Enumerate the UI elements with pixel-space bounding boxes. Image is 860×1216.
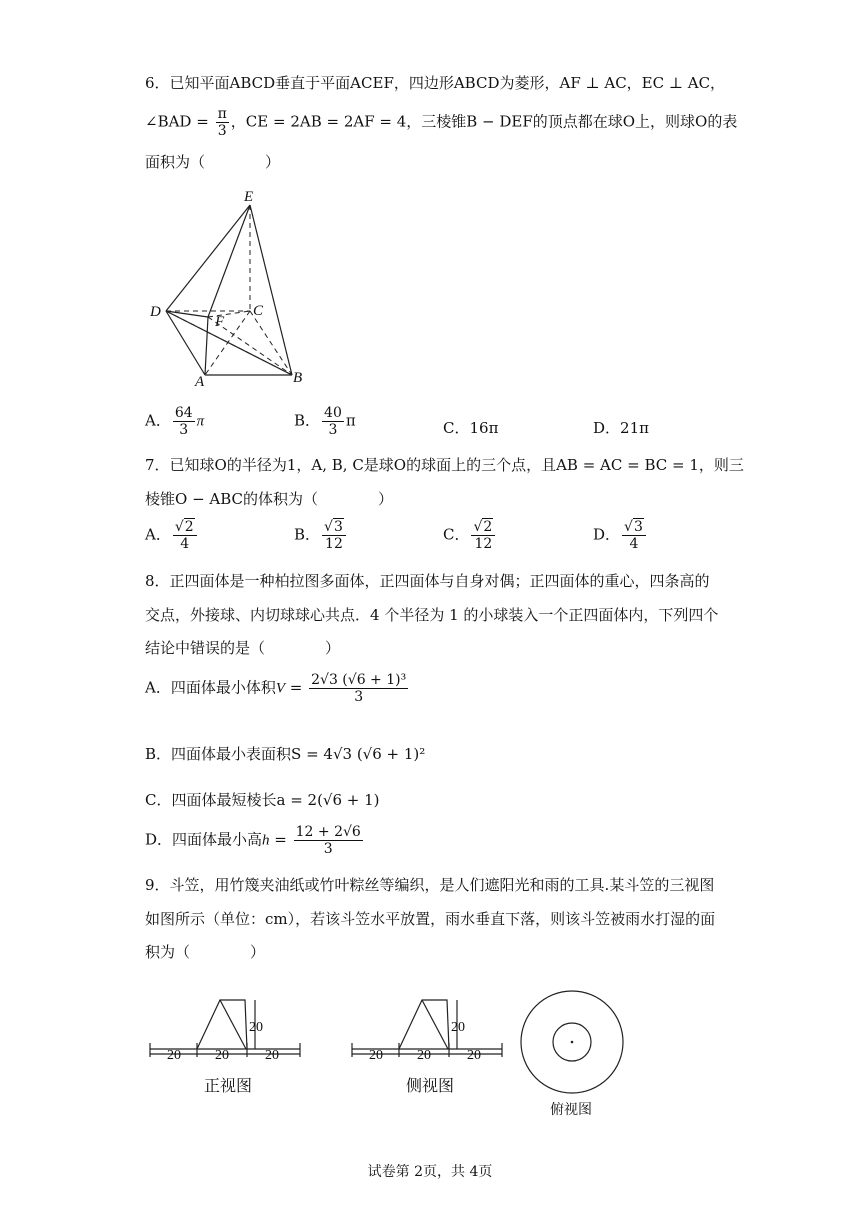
q8-option-a[interactable]: A．四面体最小体积V = $\frac{\text{2√3 (√6 + 1)³}}{3}$ [145, 672, 407, 706]
q9-side-dim-1: 20 [369, 1048, 383, 1063]
page-footer: 试卷第 2页，共 4页 [367, 1164, 493, 1180]
q9-front-dim-3: 20 [265, 1048, 279, 1063]
q8-text-1: 8．正四面体是一种柏拉图多面体，正四面体与自身对偶；正四面体的重心，四条高的 [145, 572, 710, 590]
q9-side-view-label: 侧视图 [406, 1078, 455, 1095]
q6-pyramid-figure [140, 186, 320, 386]
q6-option-a[interactable]: A． $\frac{64}{3}$ π [145, 405, 205, 439]
q9-top-view [510, 990, 640, 1120]
q9-front-dim-1: 20 [167, 1048, 181, 1063]
q6-label-E: E [244, 189, 254, 205]
q6-line2 [145, 106, 737, 139]
q6-label-C: C [253, 303, 264, 319]
q6-label-D: D [150, 304, 161, 320]
q6-angle-prefix: ∠BAD = [145, 112, 209, 131]
q6-option-b[interactable]: B． $\frac{40}{3}$ π [294, 405, 356, 439]
q6-label-A: A [195, 374, 205, 386]
q9-text-1: 9．斗笠，用竹篾夹油纸或竹叶粽丝等编织，是人们遮阳光和雨的工具.某斗笠的三视图 [145, 876, 715, 894]
q9-front-dim-height: 20 [249, 1020, 263, 1035]
q9-top-center-dot [571, 1041, 574, 1044]
q8-text-2: 交点，外接球、内切球球心共点．4 个半径为 1 的小球装入一个正四面体内，下列四个 [145, 606, 719, 624]
q7-text-1: 7．已知球O的半径为1，A, B, C是球O的球面上的三个点，且AB = AC = BC = 1，则三 [145, 456, 744, 474]
q9-side-dim-3: 20 [467, 1048, 481, 1063]
q8-option-b[interactable]: B．四面体最小表面积S = 4√3 (√6 + 1)² [145, 745, 426, 763]
q6-angle-fraction: $\frac{\pi}{3}$ [217, 106, 227, 140]
q7-option-c[interactable]: C． $\frac{√2}{12}$ [443, 519, 497, 552]
q6-text-2: ，CE = 2AB = 2AF = 4，三棱锥B − DEF的顶点都在球O上，则球O的表 [230, 112, 738, 131]
q9-side-dim-height: 20 [451, 1020, 465, 1035]
q6-option-c[interactable]: C．16π [443, 419, 499, 437]
q7-option-b[interactable]: B． $\frac{√3}{12}$ [294, 519, 348, 552]
q8-text-3: 结论中错误的是（ ） [145, 639, 341, 657]
q6-line1 [145, 72, 725, 93]
q9-top-view-label: 俯视图 [550, 1103, 592, 1118]
q9-text-2: 如图所示（单位：cm），若该斗笠水平放置，雨水垂直下落，则该斗笠被雨水打湿的面 [145, 910, 716, 928]
q9-three-views-figure [140, 985, 560, 1120]
q7-option-d[interactable]: D． $\frac{√3}{4}$ [593, 519, 648, 552]
q9-front-view-label: 正视图 [204, 1078, 253, 1095]
q6-label-B: B [293, 370, 303, 386]
q6-text-1: 已知平面ABCD垂直于平面ACEF，四边形ABCD为菱形，AF ⊥ AC，EC ⊥ AC， [169, 74, 726, 92]
q7-option-a[interactable]: A． $\frac{√2}{4}$ [145, 519, 199, 552]
q6-option-d[interactable]: D．21π [593, 419, 649, 437]
q9-side-dim-2: 20 [417, 1048, 431, 1063]
q6-label-F: F [215, 314, 225, 330]
q9-text-3: 积为（ ） [145, 943, 266, 961]
q8-option-d[interactable]: D．四面体最小高h = $\frac{12 + 2√6}{3}$ [145, 824, 361, 858]
q9-front-dim-2: 20 [215, 1048, 229, 1063]
q8-option-c[interactable]: C．四面体最短棱长a = 2(√6 + 1) [145, 791, 380, 809]
q6-text-3: 面积为（ ） [145, 153, 281, 171]
q6-number: 6． [145, 74, 170, 92]
q7-text-2: 棱锥O − ABC的体积为（ ） [145, 490, 394, 508]
